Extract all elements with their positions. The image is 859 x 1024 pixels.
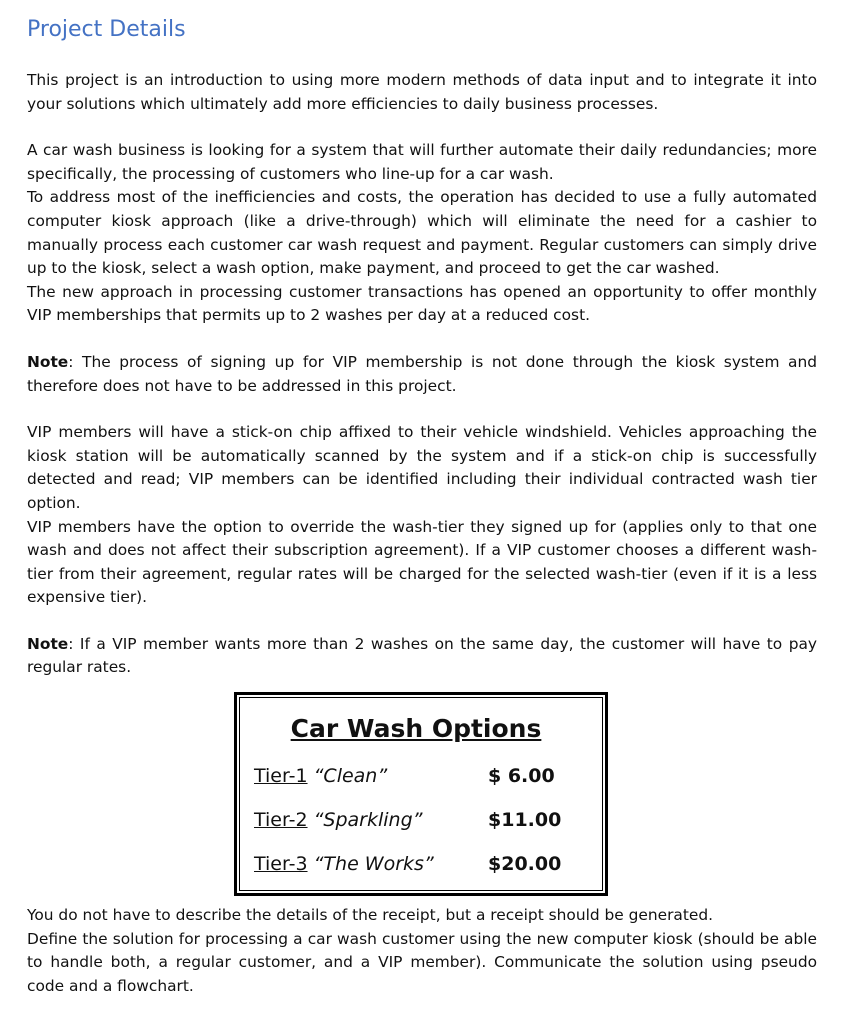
paragraph: VIP members will have a stick-on chip affixed to their vehicle windshield. Vehicles approaching the kiosk station will be automatically scanned by the system and if a stick-on chip is successfully detected and read; VIP members can be identified including their individual contracted wash tier option. [27, 423, 817, 512]
note-text: : The process of signing up for VIP membership is not done through the kiosk system and therefore does not have to be addressed in this project. [27, 352, 817, 395]
note-text: : If a VIP member wants more than 2 washes on the same day, the customer will have to pay regular rates. [27, 634, 817, 677]
tier-name: “Clean” [313, 765, 388, 788]
tier-label [254, 853, 434, 875]
options-title: Car Wash Options [290, 714, 542, 744]
tier-price: $ 6.00 [488, 765, 555, 788]
paragraph: A car wash business is looking for a system that will further automate their daily redundancies; more specifically, the processing of customers who line-up for a car wash. [27, 141, 817, 183]
vip-description [27, 421, 817, 610]
tier-name: “Sparkling” [313, 809, 423, 832]
tier-label [254, 809, 423, 831]
tier-name: “The Works” [313, 853, 434, 876]
tier-row [254, 798, 578, 842]
tier-price: $20.00 [488, 853, 562, 876]
note-membership [27, 351, 817, 398]
paragraph: To address most of the inefficiencies and costs, the operation has decided to use a fully automated computer kiosk approach (like a drive-through) which will eliminate the need for a cashier to manually process each customer car wash request and payment. Regular customers can simply drive up to the kiosk, select a wash option, make payment, and proceed to get the car washed. [27, 188, 817, 278]
tier-id: Tier-1 [254, 765, 308, 788]
closing-instructions [27, 904, 817, 998]
note-label: Note [27, 352, 69, 371]
paragraph: Define the solution for processing a car wash customer using the new computer kiosk (should be able to handle both, a regular customer, and a VIP member). Communicate the solution using pseudo code and a flowchart. [27, 929, 817, 995]
paragraph: The new approach in processing customer transactions has opened an opportunity to offer monthly VIP memberships that permits up to 2 washes per day at a reduced cost. [27, 282, 817, 325]
paragraph: You do not have to describe the details of the receipt, but a receipt should be generated. [27, 906, 714, 925]
tier-id: Tier-2 [254, 809, 308, 832]
tier-row [254, 842, 578, 886]
business-description [27, 139, 817, 328]
document-page [27, 14, 817, 998]
tier-label [254, 765, 387, 787]
page-title: Project Details [27, 17, 186, 42]
options-table [254, 712, 578, 886]
paragraph: VIP members have the option to override the wash-tier they signed up for (applies only to that one wash and does not affect their subscription agreement). If a VIP customer chooses a different wash-tier from their agreement, regular rates will be charged for the selected wash-tier (even if it is a less expensive tier). [27, 517, 817, 607]
car-wash-options-box [234, 692, 608, 896]
note-label: Note [27, 634, 69, 653]
intro-paragraph: This project is an introduction to using more modern methods of data input and to integrate it into your solutions which ultimately add more efficiencies to daily business processes. [27, 71, 817, 113]
note-washes [27, 633, 817, 680]
tier-id: Tier-3 [254, 853, 308, 876]
tier-row [254, 754, 578, 798]
tier-price: $11.00 [488, 809, 562, 832]
